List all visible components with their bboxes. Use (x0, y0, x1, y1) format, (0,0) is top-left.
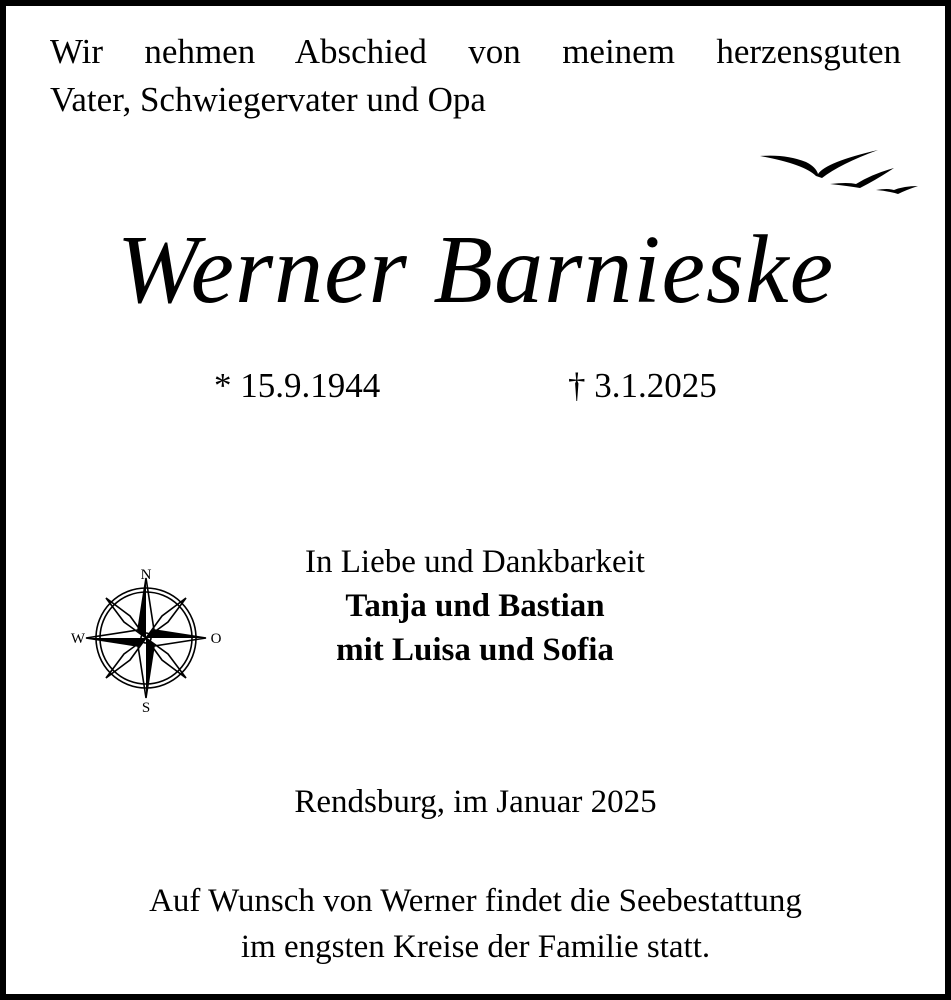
flying-birds-icon (756, 140, 926, 200)
family-names-1: Tanja und Bastian (345, 588, 605, 624)
family-names-2: mit Luisa und Sofia (336, 632, 614, 668)
place-and-date: Rendsburg, im Januar 2025 (294, 784, 657, 820)
burial-note-line-1: Auf Wunsch von Werner findet die Seebestattung (149, 883, 802, 919)
deceased-name: Werner Barnieske (116, 216, 835, 324)
birth-date: * 15.9.1944 (214, 366, 381, 405)
compass-south-label: S (141, 700, 151, 716)
compass-north-label: N (140, 567, 152, 583)
intro-text (50, 28, 901, 124)
death-date: † 3.1.2025 (568, 366, 717, 405)
burial-note-line-2: im engsten Kreise der Familie statt. (240, 929, 711, 965)
compass-east-label: O (210, 631, 222, 647)
burial-note (0, 878, 951, 970)
intro-line-1: Wir nehmen Abschied von meinem herzensguten (50, 32, 901, 71)
compass-west-label: W (70, 631, 86, 647)
family-signature (200, 540, 750, 672)
family-dedication: In Liebe und Dankbarkeit (305, 544, 645, 580)
intro-line-2: Vater, Schwiegervater und Opa (50, 80, 486, 119)
